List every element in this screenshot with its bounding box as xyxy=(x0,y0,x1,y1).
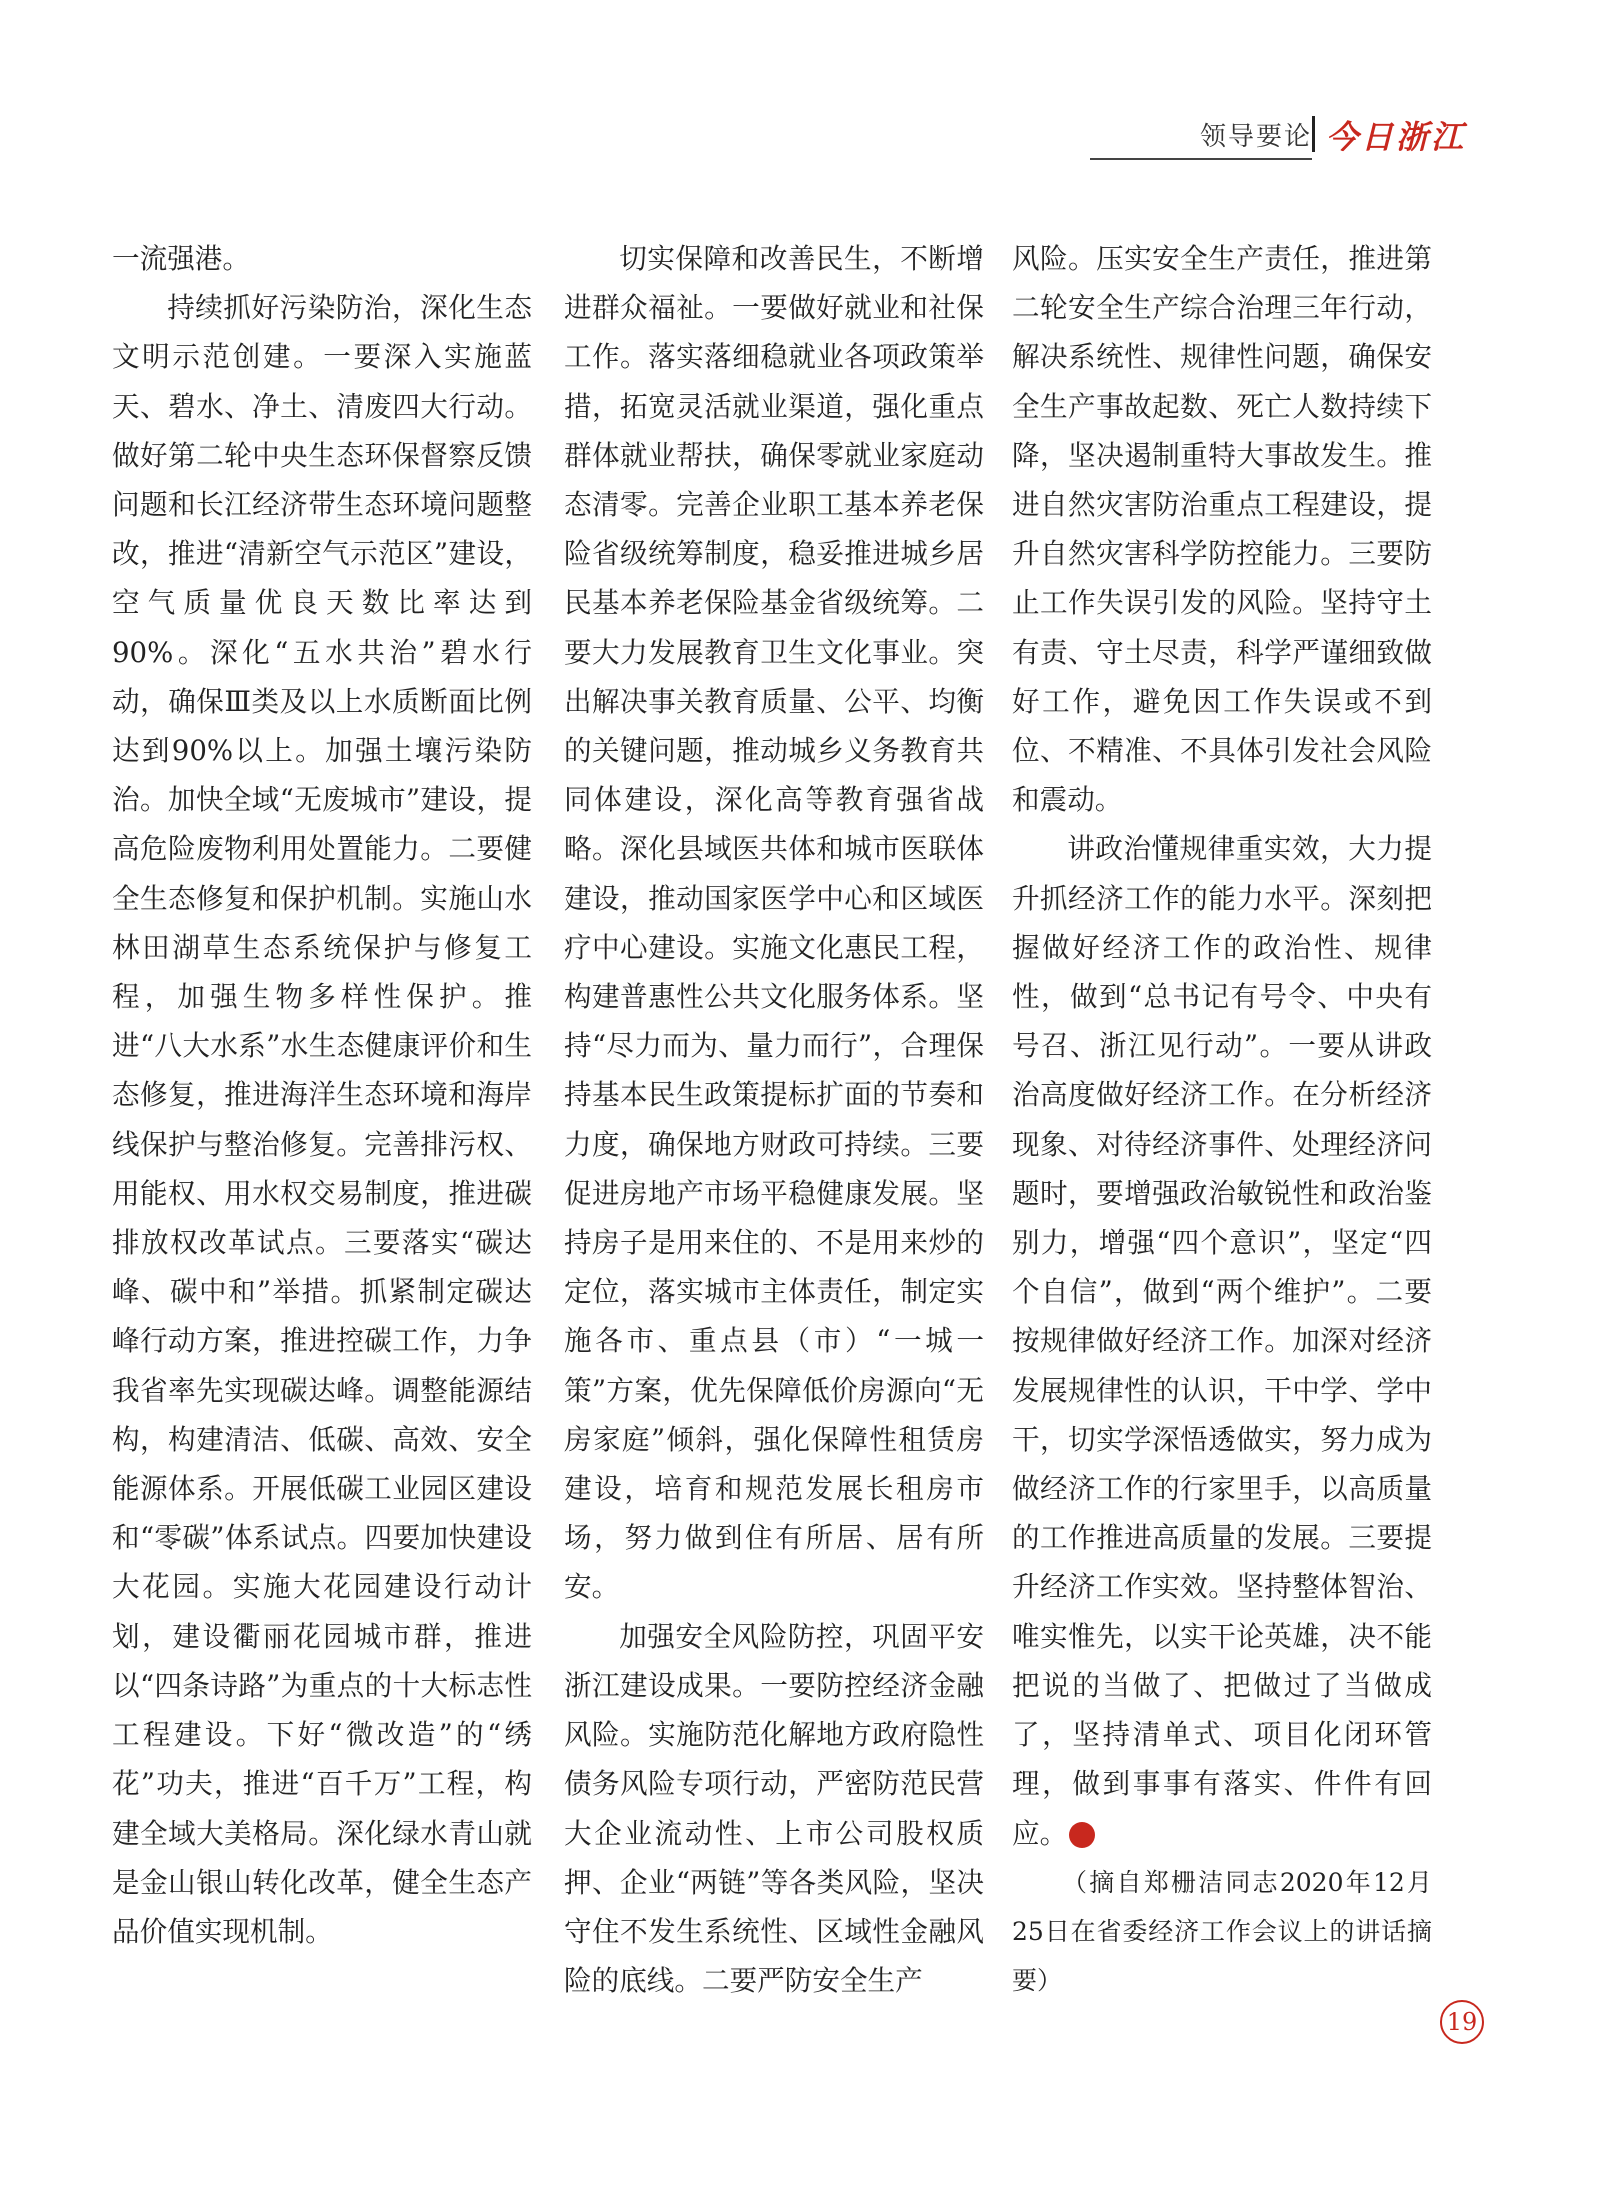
paragraph xyxy=(112,283,532,1956)
section-label: 领导要论 xyxy=(1200,122,1313,152)
paragraph-lead: 持续抓好污染防治，深化生态文明示范创建。 xyxy=(112,291,532,374)
article-column-1 xyxy=(112,234,532,1956)
paragraph-lead: 讲政治懂规律重实效，大力提升抓经济工作的能力水平。 xyxy=(1012,832,1432,915)
paragraph xyxy=(564,234,984,1612)
paragraph xyxy=(564,1612,984,2006)
header-rule xyxy=(1090,158,1312,160)
page-header xyxy=(1090,112,1490,158)
paragraph xyxy=(1012,234,1432,824)
paragraph-text: 一要深入实施蓝天、碧水、净土、清废四大行动。做好第二轮中央生态环保督察反馈问题和长江经济带生态环境问题整改，推进“清新空气示范区”建设，空气质量优良天数比率达到90%。深化“五水共治”碧水行动，确保Ⅲ类及以上水质断面比例达到90%以上。加强土壤污染防治。加快全域“无废城市”建设，提高危险废物利用处置能力。二要健全生态修复和保护机制。实施山水林田湖草生态系统保护与修复工程，加强生物多样性保护。推进“八大水系”水生态健康评价和生态修复，推进海洋生态环境和海岸线保护与整治修复。完善排污权、用能权、用水权交易制度，推进碳排放权改革试点。三要落实“碳达峰、碳中和”举措。抓紧制定碳达峰行动方案，推进控碳工作，力争我省率先实现碳达峰。调整能源结构，构建清洁、低碳、高效、安全能源体系。开展低碳工业园区建设和“零碳”体系试点。四要加快建设大花园。实施大花园建设行动计划，建设衢丽花园城市群，推进以“四条诗路”为重点的十大标志性工程建设。下好“微改造”的“绣花”功夫，推进“百千万”工程，构建全域大美格局。深化绿水青山就是金山银山转化改革，健全生态产品价值实现机制。 xyxy=(112,340,532,1948)
paragraph-lead: 切实保障和改善民生，不断增进群众福祉。 xyxy=(564,242,984,325)
magazine-logo: 今日浙江 xyxy=(1326,118,1467,156)
paragraph-text: 风险。压实安全生产责任，推进第二轮安全生产综合治理三年行动，解决系统性、规律性问题，确保安全生产事故起数、死亡人数持续下降，坚决遏制重特大事故发生。推进自然灾害防治重点工程建设，提升自然灾害科学防控能力。三要防止工作失误引发的风险。坚持守土有责、守土尽责，科学严谨细致做好工作，避免因工作失误或不到位、不精准、不具体引发社会风险和震动。 xyxy=(1012,242,1432,817)
header-separator xyxy=(1312,116,1315,152)
page-number: 19 xyxy=(1440,2000,1484,2044)
source-note: （摘自郑栅洁同志2020年12月25日在省委经济工作会议上的讲话摘要） xyxy=(1012,1867,1432,1995)
paragraph-text: 一要做好就业和社保工作。落实落细稳就业各项政策举措，拓宽灵活就业渠道，强化重点群体就业帮扶，确保零就业家庭动态清零。完善企业职工基本养老保险省级统筹制度，稳妥推进城乡居民基本养老保险基金省级统筹。二要大力发展教育卫生文化事业。突出解决事关教育质量、公平、均衡的关键问题，推动城乡义务教育共同体建设，深化高等教育强省战略。深化县域医共体和城市医联体建设，推动国家医学中心和区域医疗中心建设。实施文化惠民工程，构建普惠性公共文化服务体系。坚持“尽力而为、量力而行”，合理保持基本民生政策提标扩面的节奏和力度，确保地方财政可持续。三要促进房地产市场平稳健康发展。坚持房子是用来住的、不是用来炒的定位，落实城市主体责任，制定实施各市、重点县（市）“一城一策”方案，优先保障低价房源向“无房家庭”倾斜，强化保障性租赁房建设，培育和规范发展长租房市场，努力做到住有所居、居有所安。 xyxy=(564,291,984,1604)
paragraph xyxy=(112,234,532,283)
article-column-2 xyxy=(564,234,984,2005)
paragraph-lead: 加强安全风险防控，巩固平安浙江建设成果。 xyxy=(564,1619,984,1702)
paragraph xyxy=(1012,824,1432,1857)
paragraph-text: 一要防控经济金融风险。实施防范化解地方政府隐性债务风险专项行动，严密防范民营大企业流动性、上市公司股权质押、企业“两链”等各类风险，坚决守住不发生系统性、区域性金融风险的底线。二要严防安全生产 xyxy=(564,1668,984,1998)
article-column-3 xyxy=(1012,234,1432,2005)
paragraph-text: 一流强港。 xyxy=(112,242,250,275)
end-mark-icon: 今 xyxy=(1069,1822,1095,1848)
paragraph-text: 深刻把握做好经济工作的政治性、规律性，做到“总书记有号令、中央有号召、浙江见行动”。一要从讲政治高度做好经济工作。在分析经济现象、对待经济事件、处理经济问题时，要增强政治敏锐性和政治鉴别力，增强“四个意识”，坚定“四个自信”，做到“两个维护”。二要按规律做好经济工作。加深对经济发展规律性的认识，干中学、学中干，切实学深悟透做实，努力成为做经济工作的行家里手，以高质量的工作推进高质量的发展。三要提升经济工作实效。坚持整体智治、唯实惟先，以实干论英雄，决不能把说的当做了、把做过了当做成了，坚持清单式、项目化闭环管理，做到事事有落实、件件有回应。 xyxy=(1012,881,1432,1850)
